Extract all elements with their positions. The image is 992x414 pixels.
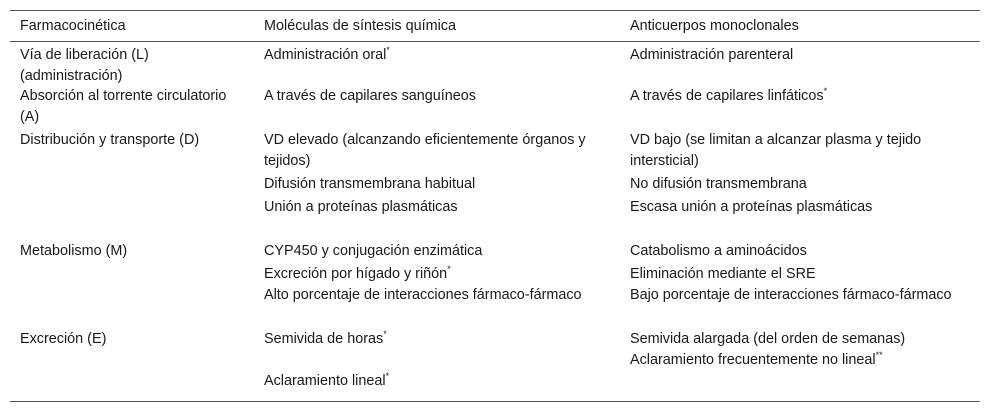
row-label (10, 130, 254, 174)
cell-text: VD elevado (alcanzando eficientemente órganos y tejidos) (264, 132, 586, 169)
cell-text: A través de capilares linfáticos (630, 88, 824, 104)
row-label (10, 197, 254, 241)
chemical-cell (254, 174, 620, 197)
cell-text: Vía de liberación (L) (administración) (20, 47, 149, 84)
cell-text: Aclaramiento lineal (264, 373, 386, 389)
header-monoclonal-antibodies: Anticuerpos monoclonales (620, 11, 980, 42)
table-row (10, 86, 980, 130)
header-pharmacokinetics: Farmacocinética (10, 11, 254, 42)
cell-text: Escasa unión a proteínas plasmáticas (630, 199, 873, 215)
row-label (10, 371, 254, 401)
chemical-cell (254, 371, 620, 401)
cell-text: CYP450 y conjugación enzimática (264, 243, 483, 259)
antibody-cell (620, 350, 980, 371)
footnote-marker: * (385, 371, 390, 382)
antibody-cell (620, 264, 980, 285)
table-row (10, 174, 980, 197)
table-row (10, 371, 980, 401)
pharmacokinetics-table-container (10, 10, 980, 402)
row-label (10, 329, 254, 350)
chemical-cell (254, 42, 620, 87)
cell-text: Administración oral (264, 47, 387, 63)
antibody-cell (620, 130, 980, 174)
antibody-cell (620, 285, 980, 329)
cell-text: Unión a proteínas plasmáticas (264, 199, 458, 215)
footnote-marker: ** (875, 350, 883, 361)
table-row (10, 241, 980, 264)
cell-text: Bajo porcentaje de interacciones fármaco-fármaco (630, 287, 952, 303)
cell-text: Excreción (E) (20, 331, 107, 347)
cell-text: Semivida alargada (del orden de semanas) (630, 331, 906, 347)
antibody-cell (620, 86, 980, 130)
cell-text: Difusión transmembrana habitual (264, 176, 476, 192)
antibody-cell (620, 42, 980, 87)
cell-text: Alto porcentaje de interacciones fármaco-fármaco (264, 287, 582, 303)
antibody-cell (620, 241, 980, 264)
pharmacokinetics-table (10, 10, 980, 402)
cell-text: Eliminación mediante el SRE (630, 266, 816, 282)
table-row (10, 285, 980, 329)
cell-text: Excreción por hígado y riñón (264, 266, 448, 282)
row-label (10, 86, 254, 130)
table-row (10, 197, 980, 241)
cell-text: Semivida de horas (264, 331, 384, 347)
table-row (10, 264, 980, 285)
row-label (10, 350, 254, 371)
row-label (10, 241, 254, 264)
cell-text: Absorción al torrente circulatorio (A) (20, 88, 227, 125)
chemical-cell (254, 350, 620, 371)
chemical-cell (254, 264, 620, 285)
chemical-cell (254, 197, 620, 241)
cell-text: A través de capilares sanguíneos (264, 88, 476, 104)
row-label (10, 285, 254, 329)
footnote-marker: * (383, 329, 387, 340)
cell-text: Administración parenteral (630, 47, 794, 63)
table-row (10, 130, 980, 174)
row-label (10, 174, 254, 197)
footnote-marker: * (823, 86, 828, 97)
chemical-cell (254, 285, 620, 329)
cell-text: No difusión transmembrana (630, 176, 807, 192)
cell-text: Distribución y transporte (D) (20, 132, 200, 148)
table-row (10, 42, 980, 87)
chemical-cell (254, 86, 620, 130)
table-row (10, 350, 980, 371)
cell-text: Metabolismo (M) (20, 243, 128, 259)
cell-text: Aclaramiento frecuentemente no lineal (630, 352, 876, 368)
footnote-marker: * (386, 45, 390, 56)
header-chemical-synthesis-molecules: Moléculas de síntesis química (254, 11, 620, 42)
chemical-cell (254, 241, 620, 264)
antibody-cell (620, 371, 980, 401)
chemical-cell (254, 329, 620, 350)
antibody-cell (620, 174, 980, 197)
chemical-cell (254, 130, 620, 174)
row-label (10, 264, 254, 285)
table-row (10, 329, 980, 350)
footnote-marker: * (447, 264, 451, 275)
row-label (10, 42, 254, 87)
cell-text: Catabolismo a aminoácidos (630, 243, 807, 259)
antibody-cell (620, 329, 980, 350)
antibody-cell (620, 197, 980, 241)
cell-text: VD bajo (se limitan a alcanzar plasma y tejido intersticial) (630, 132, 922, 169)
table-header-row (10, 11, 980, 42)
